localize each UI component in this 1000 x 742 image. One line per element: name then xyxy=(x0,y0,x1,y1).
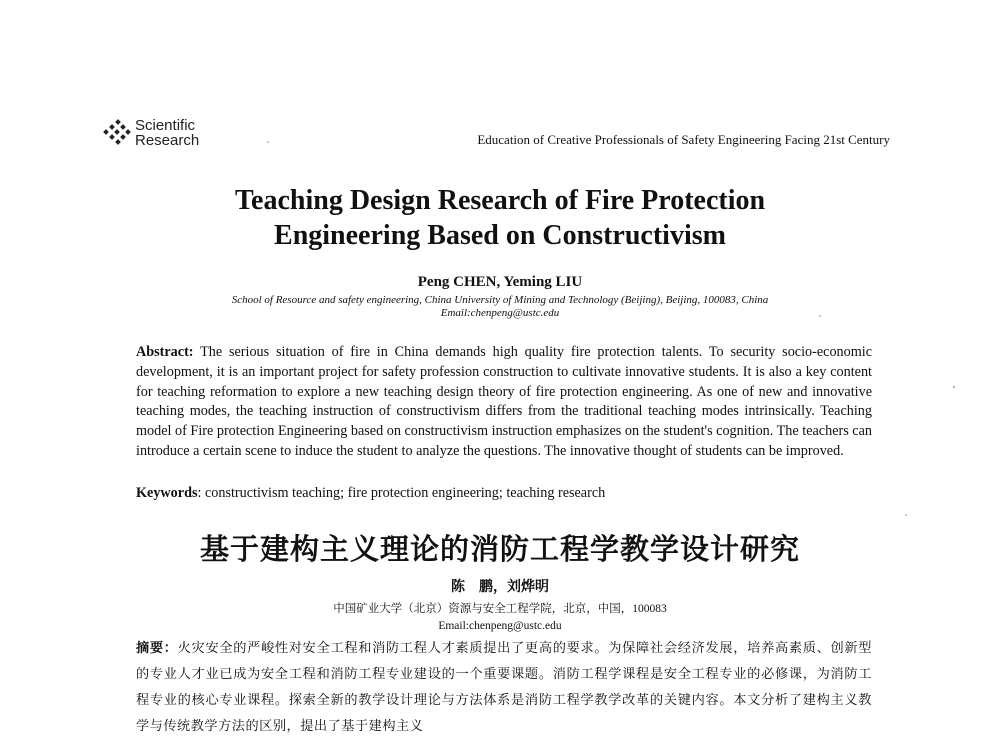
keywords-text: : constructivism teaching; fire protection engineering; teaching research xyxy=(197,485,606,501)
chinese-authors: 陈 鹏，刘烨明 xyxy=(451,579,549,595)
keywords xyxy=(136,485,872,502)
chinese-affiliation: 中国矿业大学（北京）资源与安全工程学院，北京，中国，100083 xyxy=(333,603,667,615)
logo-text xyxy=(135,118,199,148)
chinese-title: 基于建构主义理论的消防工程学教学设计研究 xyxy=(199,532,800,566)
affiliation-block xyxy=(0,294,1000,320)
chinese-abstract-text: 火灾安全的严峻性对安全工程和消防工程人才素质提出了更高的要求。为保障社会经济发展，培养高素质、创新型的专业人才业已成为安全工程和消防工程专业建设的一个重要课题。消防工程学课程是安全工程专业的必修课，为消防工程专业的核心专业课程。探索全新的教学设计理论与方法体系是消防工程学教学改革的关键内容。本文分析了建构主义教学与传统教学方法的区别，提出了基于建构主义 xyxy=(136,641,872,734)
affiliation: School of Resource and safety engineering, China University of Mining and Technology (Beijing), Beijing, 100083, China xyxy=(231,294,769,306)
chinese-email: Email:chenpeng@ustc.edu xyxy=(438,620,562,632)
abstract-text: The serious situation of fire in China demands high quality fire protection talents. To security socio-economic development, it is an important project for safety profession construction to cultivate innovative students. It is also a key content for teaching reformation to explore a new teaching design theory of fire protection engineering. As one of new and innovative teaching modes, the teaching instruction of constructivism differs from the traditional teaching modes intrinsically. Teaching model of Fire protection Engineering based on constructivism instruction emphasizes on the student's cognition. The teachers can introduce a certain scene to induce the student to analyze the questions. The innovative thought of students can be improved. xyxy=(136,344,872,459)
logo-line-2: Research xyxy=(135,132,200,149)
title-line-1: Teaching Design Research of Fire Protection xyxy=(234,185,766,216)
author-email: Email:chenpeng@ustc.edu xyxy=(440,307,560,319)
chinese-abstract xyxy=(136,636,872,740)
scientific-research-logo-icon xyxy=(102,118,132,148)
abstract xyxy=(136,343,872,462)
chinese-abstract-label: 摘要： xyxy=(136,641,178,656)
speck xyxy=(953,386,955,388)
abstract-label: Abstract: xyxy=(136,344,194,360)
speck xyxy=(905,514,906,515)
running-head: Education of Creative Professionals of Safety Engineering Facing 21st Century xyxy=(477,132,890,147)
authors: Peng CHEN, Yeming LIU xyxy=(417,274,583,290)
title-line-2: Engineering Based on Constructivism xyxy=(274,220,726,251)
paper-title xyxy=(0,183,1000,253)
speck xyxy=(267,141,269,143)
keywords-label: Keywords xyxy=(136,485,198,501)
logo-line-1: Scientific xyxy=(135,117,196,134)
publisher-logo xyxy=(102,118,199,148)
